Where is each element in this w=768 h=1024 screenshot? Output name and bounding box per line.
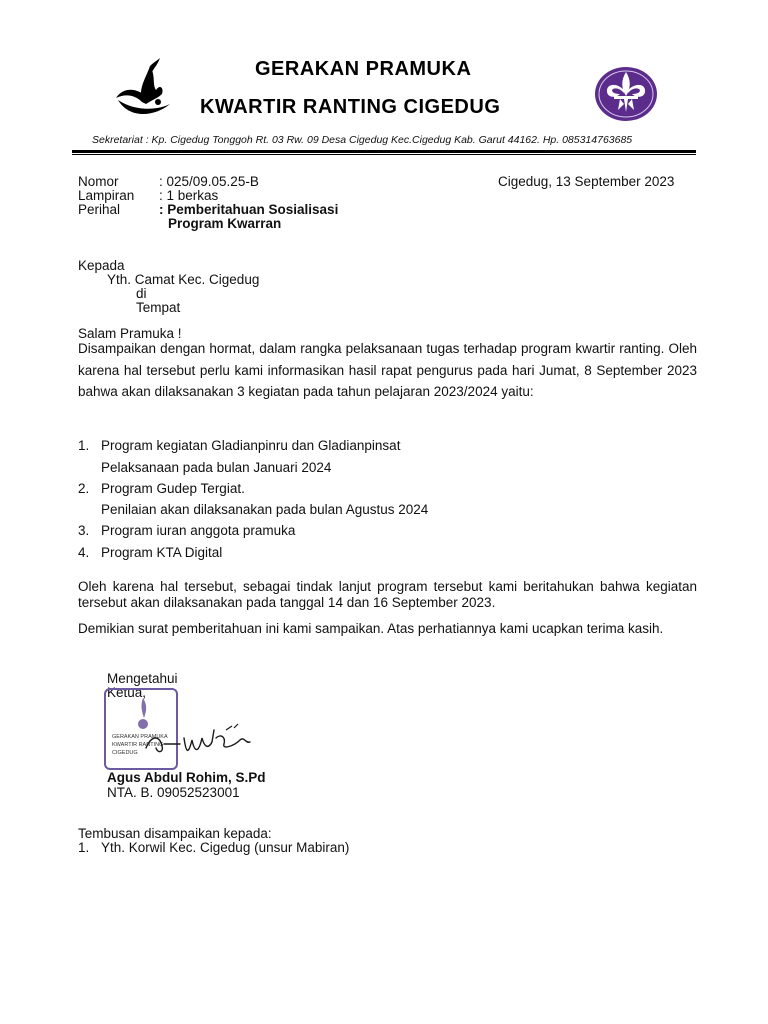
signatory-nta: NTA. B. 09052523001	[107, 785, 240, 800]
org-name-line1: GERAKAN PRAMUKA	[255, 58, 472, 80]
header-rule-thick	[72, 150, 696, 153]
recipient-name: Yth. Camat Kec. Cigedug	[107, 272, 260, 287]
tunas-kelapa-logo	[112, 58, 174, 120]
header-rule-thin	[72, 154, 696, 155]
stamp-text-line2: KWARTIR RANTING	[112, 742, 164, 748]
nomor-value: : 025/09.05.25-B	[159, 174, 259, 189]
list-item-subtext: Penilaian akan dilaksanakan pada bulan Agustus 2024	[101, 502, 429, 517]
closing-paragraph: Demikian surat pemberitahuan ini kami sampaikan. Atas perhatiannya kami ucapkan terima kasih.	[78, 621, 664, 636]
handwritten-signature	[140, 716, 260, 766]
fleur-de-lis-emblem	[594, 66, 658, 122]
list-item-text: Program iuran anggota pramuka	[101, 523, 296, 538]
salam-greeting: Salam Pramuka !	[78, 326, 182, 341]
ketua-label: Ketua,	[107, 685, 147, 700]
cc-item-text: Yth. Korwil Kec. Cigedug (unsur Mabiran)	[101, 840, 350, 855]
kepada-label: Kepada	[78, 258, 125, 273]
lampiran-label: Lampiran	[78, 188, 135, 203]
list-item-text: Program kegiatan Gladianpinru dan Gladianpinsat	[101, 438, 401, 453]
perihal-label: Perihal	[78, 202, 121, 217]
stamp-text-line3: CIGEDUG	[112, 750, 138, 756]
recipient-tempat: Tempat	[136, 300, 181, 315]
list-item-subtext: Pelaksanaan pada bulan Januari 2024	[101, 460, 332, 475]
mengetahui-label: Mengetahui	[107, 671, 178, 686]
org-name-line2: KWARTIR RANTING CIGEDUG	[200, 96, 501, 118]
list-item-number: 3.	[78, 523, 90, 538]
secretariat-address: Sekretariat : Kp. Cigedug Tonggoh Rt. 03 Rw. 09 Desa Cigedug Kec.Cigedug Kab. Garut 44162. Hp. 085314763685	[92, 134, 633, 146]
cc-title: Tembusan disampaikan kepada:	[78, 826, 272, 841]
stamp-text-line1: GERAKAN PRAMUKA	[112, 734, 168, 740]
list-item-text: Program Gudep Tergiat.	[101, 481, 245, 496]
followup-paragraph: Oleh karena hal tersebut, sebagai tindak lanjut program tersebut kami beritahukan bahwa kegiatan tersebut akan dilaksanakan pada tanggal 14 dan 16 September 2023.	[78, 579, 697, 610]
intro-paragraph: Disampaikan dengan hormat, dalam rangka pelaksanaan tugas terhadap program kwartir ranting. Oleh karena hal tersebut perlu kami informasikan hasil rapat pengurus pada hari Jumat, 8 September 2023 bahwa akan dilaksanakan 3 kegiatan pada tahun pelajaran 2023/2024 yaitu:	[78, 341, 697, 399]
nomor-label: Nomor	[78, 174, 119, 189]
list-item-number: 1.	[78, 438, 90, 453]
letter-date: Cigedug, 13 September 2023	[498, 174, 675, 189]
recipient-di: di	[136, 286, 147, 301]
list-item-number: 4.	[78, 545, 90, 560]
lampiran-value: : 1 berkas	[159, 188, 219, 203]
perihal-value-1: : Pemberitahuan Sosialisasi	[159, 202, 339, 217]
perihal-value-2: Program Kwarran	[168, 216, 282, 231]
list-item-text: Program KTA Digital	[101, 545, 223, 560]
signatory-name: Agus Abdul Rohim, S.Pd	[107, 770, 266, 785]
cc-item-number: 1.	[78, 840, 90, 855]
list-item-number: 2.	[78, 481, 90, 496]
